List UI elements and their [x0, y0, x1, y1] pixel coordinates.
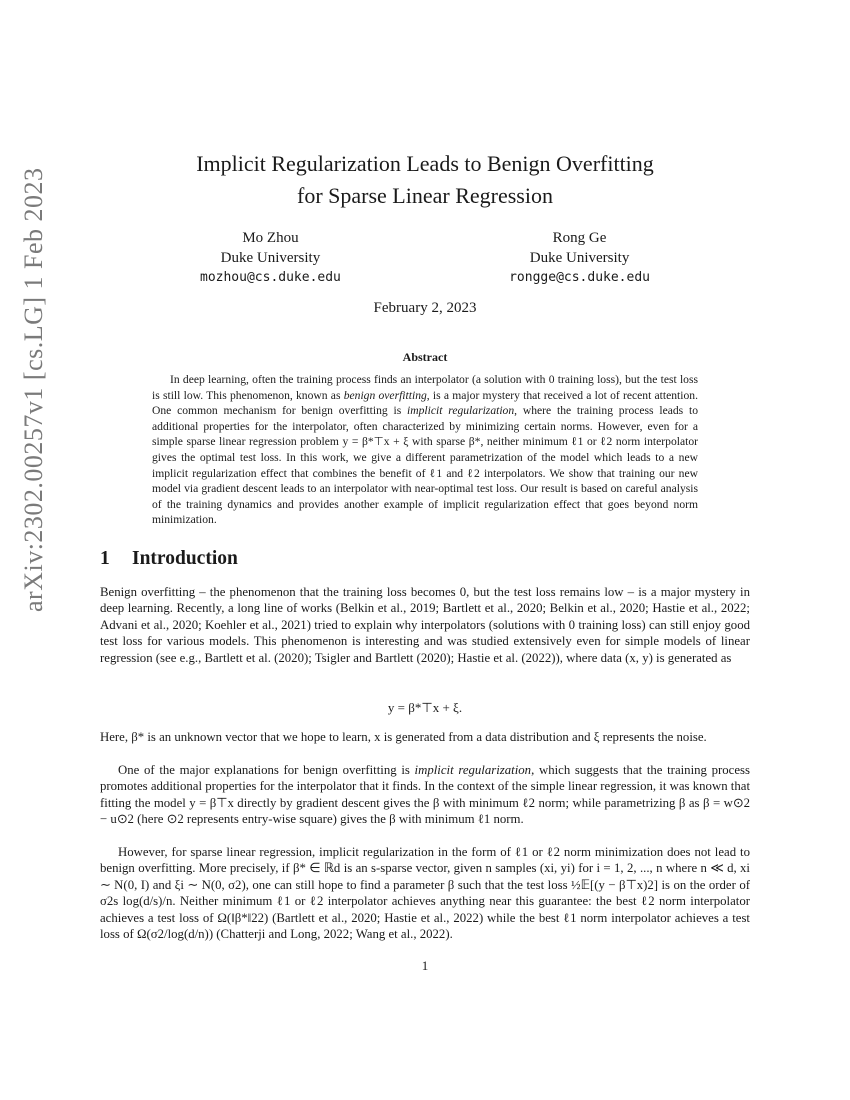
- intro-paragraph-4: However, for sparse linear regression, implicit regularization in the form of ℓ1 or ℓ2 norm minimization does not lead to benign overfitting. More precisely, if β* ∈ ℝd is an s-sparse vector, given n samples (xi, yi) for i = 1, 2, ..., n where n ≪ d, xi ∼ N(0, I) and ξi ∼ N(0, σ2), one can still hope to find a parameter β such that the test loss ½𝔼[(y − β⊤x)2] is on the order of σ2s log(d/s)/n. Neither minimum ℓ1 or ℓ2 interpolator achieves anything near this guarantee: the best ℓ2 norm interpolator achieves a test loss of Ω(‖β*‖22) (Bartlett et al., 2020; Hastie et al., 2022) while the best ℓ1 norm interpolator achieves a test loss of Ω(σ2/log(d/n)) (Chatterji and Long, 2022; Wang et al., 2022).: [100, 845, 750, 942]
- intro-paragraph-2: Here, β* is an unknown vector that we hope to learn, x is generated from a data distribution and ξ represents the noise.: [100, 730, 707, 744]
- publication-date: February 2, 2023: [373, 300, 477, 316]
- paragraph-emphasis-implicit-regularization: implicit regularization: [414, 763, 532, 777]
- paragraph-text-part: One of the major explanations for benign overfitting is: [118, 763, 415, 777]
- model-equation: y = β*⊤x + ξ.: [387, 700, 463, 715]
- author-affiliation: Duke University: [529, 250, 630, 266]
- abstract-heading: Abstract: [402, 350, 448, 364]
- paper-title-line-2: for Sparse Linear Regression: [297, 183, 553, 208]
- paper-title-line-1: Implicit Regularization Leads to Benign Overfitting: [196, 151, 654, 176]
- paper-title: [100, 148, 750, 212]
- abstract-text-part: , is a major mystery that received a lot of recent attention. One common mechanism for benign overfitting is: [152, 388, 698, 418]
- author-affiliation: Duke University: [220, 250, 321, 266]
- author-name: Mo Zhou: [242, 230, 299, 246]
- author-2: [509, 228, 650, 288]
- author-1: [200, 228, 341, 288]
- page-number: 1: [421, 958, 429, 973]
- abstract-emphasis-benign-overfitting: benign overfitting: [343, 388, 427, 402]
- section-number: 1: [100, 548, 110, 569]
- author-name: Rong Ge: [552, 230, 607, 246]
- section-title: Introduction: [132, 548, 238, 569]
- abstract-text-part: , where the training process leads to additional properties for the interpolator, often characterized by minimizing certain norms. However, even for a simple sparse linear regression problem y = β*⊤x + ξ with sparse β*, neither minimum ℓ1 or ℓ2 norm interpolator gives the optimal test loss. In this work, we give a different parametrization of the model which leads to a new implicit regularization effect that combines the benefit of ℓ1 and ℓ2 interpolators. We show that training our new model via gradient descent leads to an interpolator with near-optimal test loss. Our result is based on careful analysis of the training dynamics and provides another example of implicit regularization effect that goes beyond norm minimization.: [152, 404, 698, 527]
- intro-paragraph-1: Benign overfitting – the phenomenon that the training loss becomes 0, but the test loss remains low – is a major mystery in deep learning. Recently, a long line of works (Belkin et al., 2019; Bartlett et al., 2020; Belkin et al., 2020; Hastie et al., 2022; Advani et al., 2020; Koehler et al., 2021) tried to explain why interpolators (solutions with 0 training loss) can still enjoy good test loss for various models. This phenomenon is interesting and was studied extensively even for simple models of linear regression (see e.g., Bartlett et al. (2020); Tsigler and Bartlett (2020); Hastie et al. (2022)), where data (x, y) is generated as: [100, 585, 750, 665]
- paragraph-text-part: , which suggests that the training process promotes additional properties for the interpolator that it finds. In the context of the simple linear regression, it was known that fitting the model y = β⊤x directly by gradient descent gives the β with minimum ℓ2 norm; while parametrizing β as β = w⊙2 − u⊙2 (here ⊙2 represents entry-wise square) gives the β with minimum ℓ1 norm.: [100, 763, 750, 827]
- author-email: rongge@cs.duke.edu: [509, 270, 650, 285]
- section-heading-introduction: [100, 548, 750, 570]
- author-email: mozhou@cs.duke.edu: [200, 270, 341, 285]
- abstract-emphasis-implicit-regularization: implicit regularization: [407, 404, 515, 418]
- abstract-text: [152, 372, 698, 528]
- abstract-text-part: In deep learning, often the training process finds an interpolator (a solution with 0 training loss), but the test loss is still low. This phenomenon, known as: [152, 373, 698, 402]
- intro-paragraph-3: [100, 762, 750, 828]
- author-list: [200, 228, 650, 288]
- arxiv-identifier-stamp: arXiv:2302.00257v1 [cs.LG] 1 Feb 2023: [19, 167, 48, 613]
